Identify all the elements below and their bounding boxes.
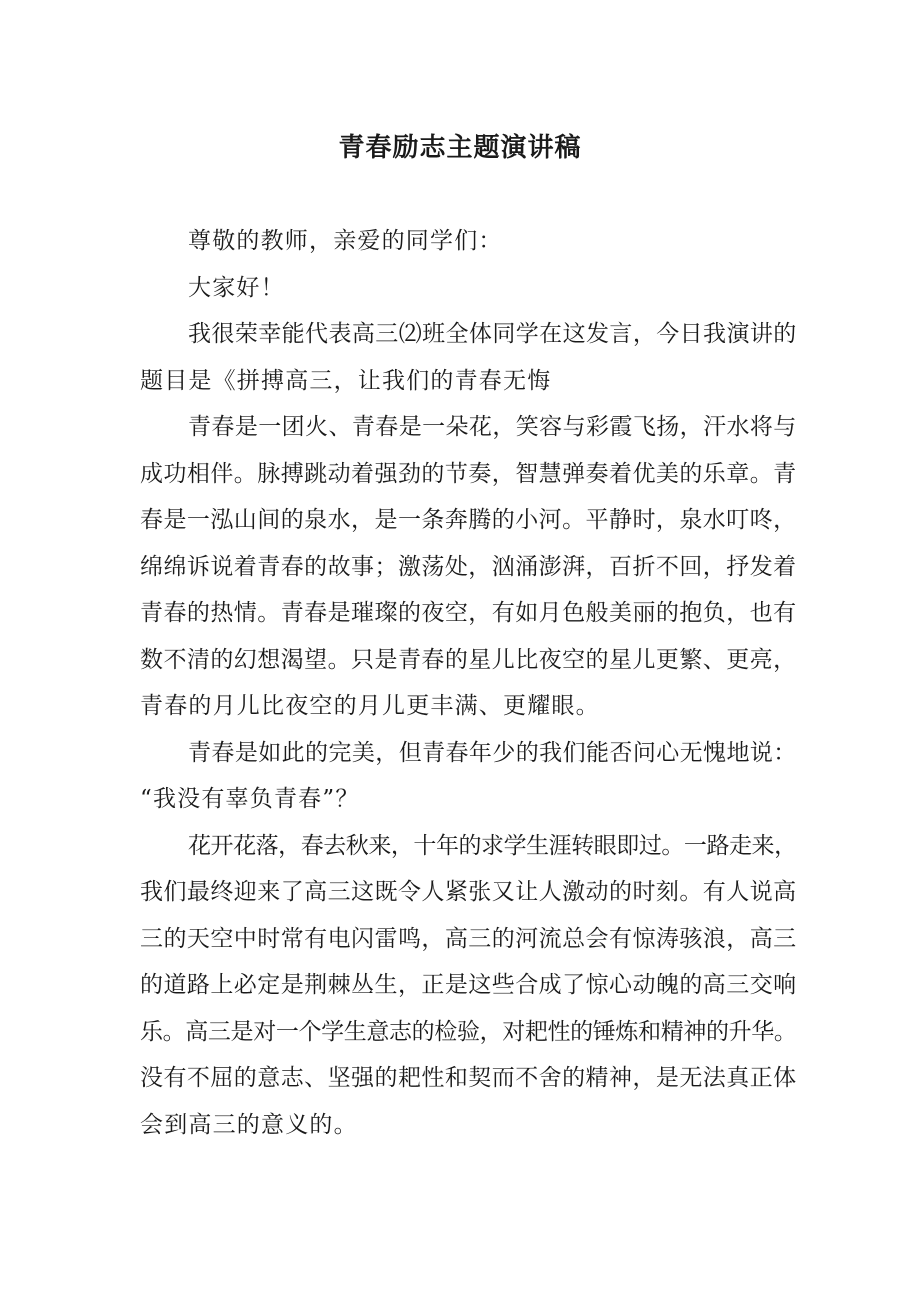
- text-line: 我们最终迎来了高三这既令人紧张又让人激动的时刻。有人说高: [140, 879, 797, 905]
- text-line: 数不清的幻想渴望。只是青春的星儿比夜空的星儿更繁、更亮，: [140, 646, 797, 673]
- text-line: 三的天空中时常有电闪雷鸣，高三的河流总会有惊涛骇浪，高三: [140, 925, 797, 952]
- text-line: 花开花落，春去秋来，十年的求学生涯转眼即过。一路走来，: [188, 832, 797, 859]
- text-line: 没有不屈的意志、坚强的耙性和契而不舍的精神，是无法真正体: [140, 1065, 797, 1091]
- text-line: 青春是如此的完美，但青春年少的我们能否问心无愧地说：: [188, 739, 797, 766]
- text-line: 青春的月儿比夜空的月儿更丰满、更耀眼。: [140, 693, 600, 719]
- text-line: 大家好！: [188, 274, 285, 301]
- text-line: 绵绵诉说着青春的故事；激荡处，汹涌澎湃，百折不回，抒发着: [140, 553, 797, 580]
- text-line: 青春的热情。青春是璀璨的夜空，有如月色般美丽的抱负，也有: [140, 600, 797, 626]
- text-line: 的道路上必定是荆棘丛生，正是这些合成了惊心动魄的高三交响: [140, 972, 797, 998]
- text-line: 成功相伴。脉搏跳动着强劲的节奏，智慧弹奏着优美的乐章。青: [140, 460, 797, 487]
- text-line: 乐。高三是对一个学生意志的检验，对耙性的锤炼和精神的升华。: [140, 1018, 797, 1045]
- text-line: 春是一泓山间的泉水，是一条奔腾的小河。平静时，泉水叮咚，: [140, 507, 797, 533]
- text-line: 青春是一团火、青春是一朵花，笑容与彩霞飞扬，汗水将与: [188, 414, 797, 440]
- document-title: 青春励志主题演讲稿: [338, 133, 582, 163]
- text-line: 会到高三的意义的。: [140, 1111, 358, 1138]
- text-line: 题目是《拼搏高三，让我们的青春无悔: [140, 367, 552, 394]
- text-line: 我很荣幸能代表高三⑵班全体同学在这发言，今日我演讲的: [188, 321, 797, 347]
- document-body: [140, 218, 798, 1148]
- text-line: “我没有辜负青春”？: [140, 786, 360, 812]
- text-line: 尊敬的教师，亲爱的同学们：: [188, 228, 503, 254]
